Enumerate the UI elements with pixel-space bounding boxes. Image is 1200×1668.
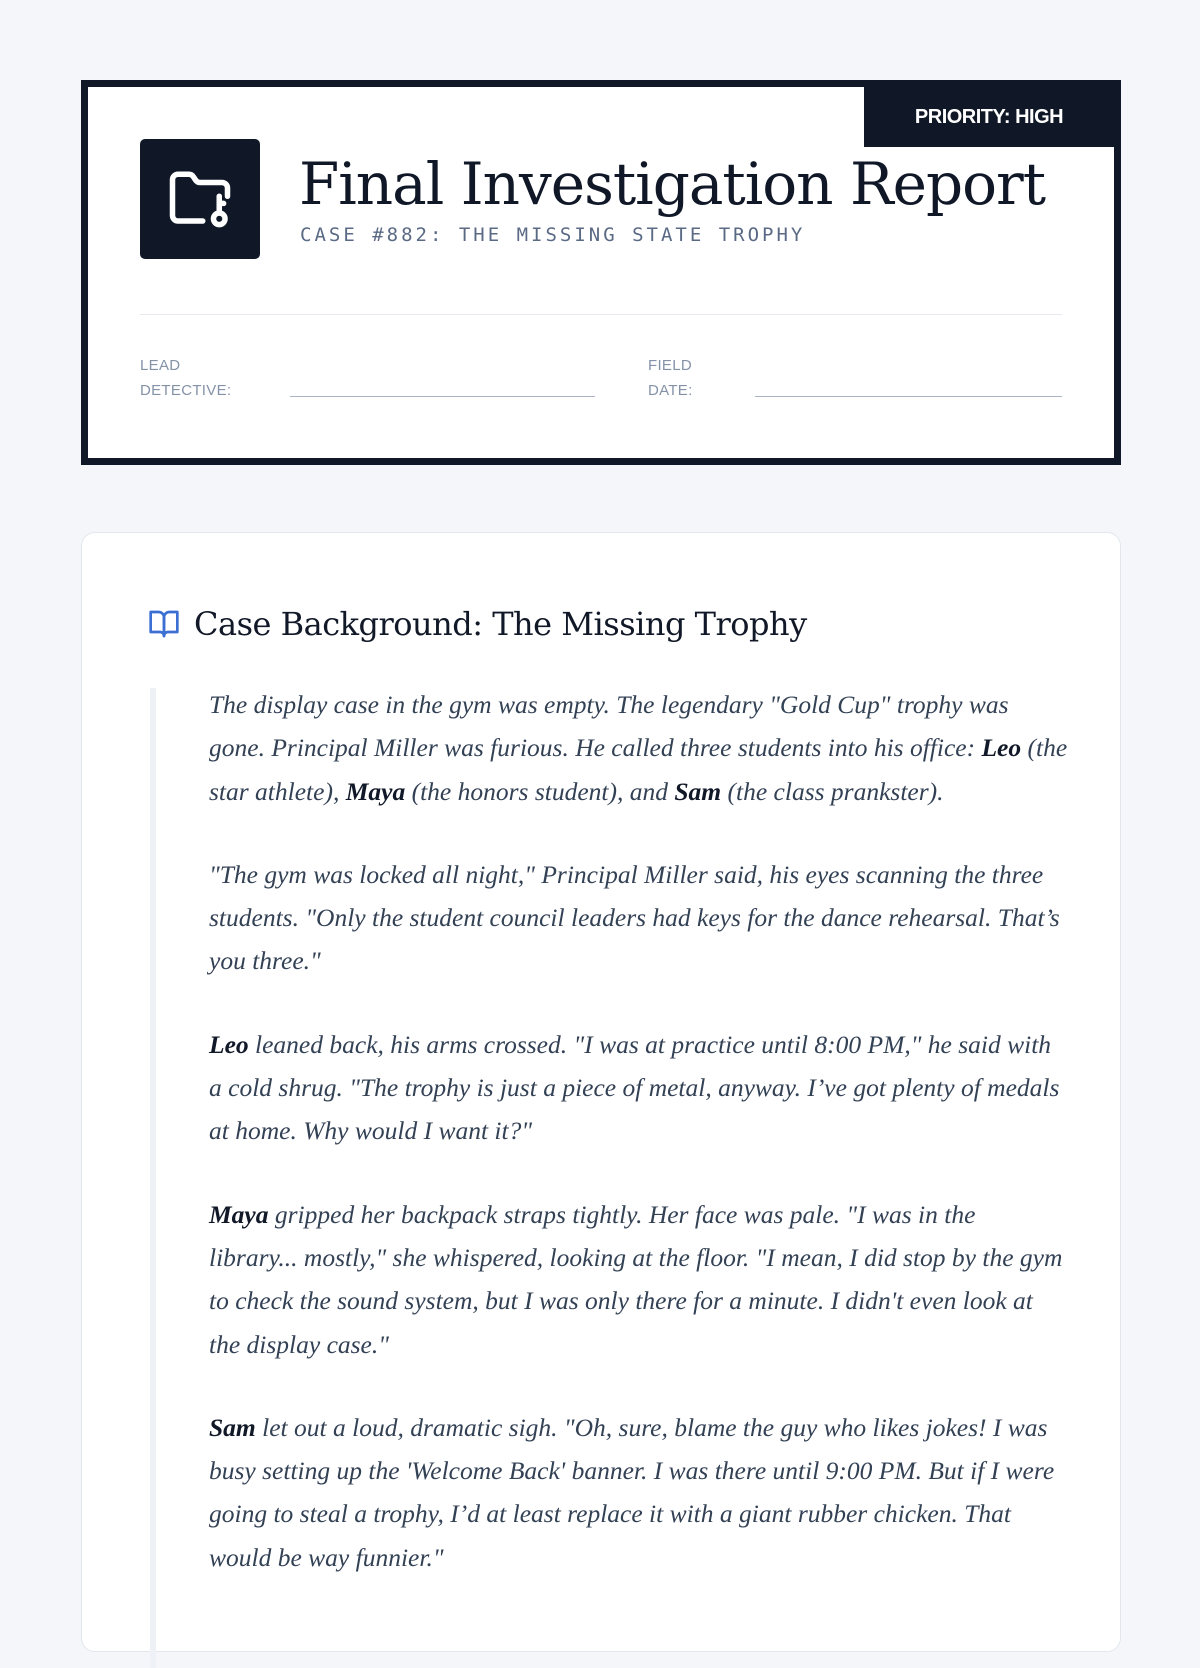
section-heading — [148, 605, 807, 643]
header-divider — [140, 314, 1062, 315]
case-story — [209, 683, 1069, 1619]
suspect-name: Leo — [981, 733, 1022, 763]
open-book-icon — [148, 608, 180, 640]
suspect-name: Maya — [345, 776, 406, 806]
suspect-name: Maya — [209, 1199, 269, 1229]
priority-label: PRIORITY: HIGH — [914, 105, 1064, 128]
story-paragraph: The display case in the gym was empty. The legendary "Gold Cup" trophy was gone. Principal Miller was furious. He called three students into his office: Leo (the star athlete), Maya (the honors student), and Sam (the class prankster). — [209, 690, 1068, 806]
report-title: Final Investigation Report — [299, 150, 1046, 218]
case-background-card — [81, 532, 1121, 1652]
story-paragraph: Maya gripped her backpack straps tightly. Her face was pale. "I was in the library... mostly," she whispered, looking at the floor. "I mean, I did stop by the gym to check the sound system, but I was only there for a minute. I didn't even look at the display case." — [209, 1199, 1063, 1359]
suspect-name: Leo — [209, 1029, 249, 1059]
lead-detective-field[interactable] — [290, 396, 595, 397]
case-subtitle: CASE #882: THE MISSING STATE TROPHY — [300, 224, 806, 246]
story-paragraph: Sam let out a loud, dramatic sigh. "Oh, sure, blame the guy who likes jokes! I was busy setting up the 'Welcome Back' banner. I was there until 9:00 PM. But if I were going to steal a trophy, I’d at least replace it with a giant rubber chicken. That would be way funnier." — [209, 1412, 1055, 1572]
field-date-field[interactable] — [755, 396, 1062, 397]
story-paragraph: "The gym was locked all night," Principal Miller said, his eyes scanning the three students. "Only the student council leaders had keys for the dance rehearsal. That’s you three." — [209, 859, 1060, 976]
story-paragraph: Leo leaned back, his arms crossed. "I was at practice until 8:00 PM," he said with a cold shrug. "The trophy is just a piece of metal, anyway. I’ve got plenty of medals at home. Why would I want it?" — [209, 1029, 1060, 1146]
suspect-name: Sam — [209, 1412, 256, 1442]
lead-detective-label: LEAD DETECTIVE: — [140, 357, 232, 399]
case-folder-badge — [140, 139, 260, 259]
suspect-name: Sam — [674, 776, 722, 806]
report-header-card — [81, 80, 1121, 465]
field-date-label: FIELD DATE: — [648, 357, 693, 399]
quote-bar — [150, 688, 156, 1668]
section-title: Case Background: The Missing Trophy — [194, 605, 807, 643]
folder-key-icon — [167, 166, 233, 232]
priority-badge — [864, 87, 1114, 147]
